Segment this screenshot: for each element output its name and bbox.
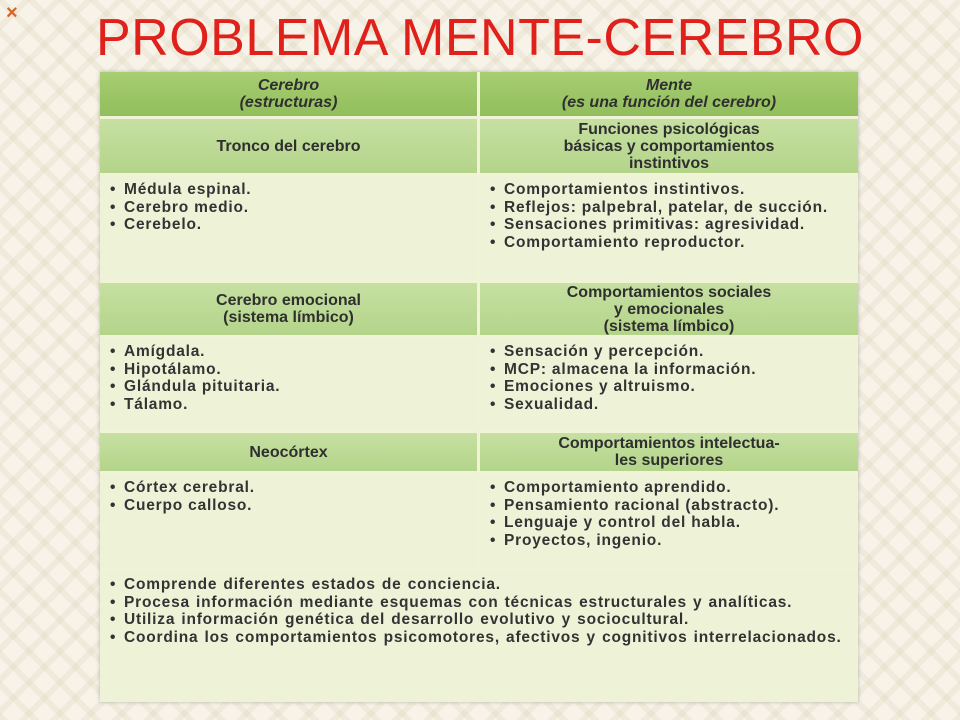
row1-right-title-line: Funciones psicológicas: [578, 120, 760, 138]
list-item: • Procesa información mediante esquemas con técnicas estructurales y analíticas.: [110, 594, 848, 612]
list-item: • Tálamo.: [110, 396, 467, 414]
corner-x-mark: ×: [6, 2, 18, 24]
header-cerebro-line2: (estructuras): [239, 94, 338, 111]
list-item: • Sensación y percepción.: [490, 343, 848, 361]
list-item: • Pensamiento racional (abstracto).: [490, 497, 848, 515]
list-item: • Lenguaje y control del habla.: [490, 514, 848, 532]
row3-right-title-line: Comportamientos intelectua-: [558, 435, 780, 452]
row1-left-title-line: Tronco del cerebro: [216, 137, 361, 155]
row3-right-body: [480, 474, 858, 568]
row1-left-body: [100, 176, 477, 280]
row1-right-body: [480, 176, 858, 280]
row2-right-body: [480, 338, 858, 430]
row3-left-body: [100, 474, 477, 568]
row3-right-title: [480, 433, 858, 471]
list-item: • Córtex cerebral.: [110, 479, 467, 497]
slide-title: PROBLEMA MENTE-CEREBRO: [95, 9, 865, 67]
row1-left-title: [100, 119, 477, 173]
list-item: • Amígdala.: [110, 343, 467, 361]
row1-right-title-line: básicas y comportamientos: [563, 137, 775, 155]
header-mente: [480, 72, 858, 116]
row2-right-title: [480, 283, 858, 335]
list-item: • Comportamiento aprendido.: [490, 479, 848, 497]
header-cerebro: [100, 72, 477, 116]
footer-body: [100, 571, 858, 702]
row2-left-title-line: (sistema límbico): [223, 309, 354, 326]
row2-right-title-line: (sistema límbico): [603, 317, 735, 335]
list-item: • Emociones y altruismo.: [490, 378, 848, 396]
list-item: • Reflejos: palpebral, patelar, de succión.: [490, 199, 848, 217]
list-item: • Proyectos, ingenio.: [490, 532, 848, 550]
list-item: • Médula espinal.: [110, 181, 467, 199]
list-item: • Comportamientos instintivos.: [490, 181, 848, 199]
header-cerebro-line1: Cerebro: [257, 77, 320, 94]
list-item: • Cerebelo.: [110, 216, 467, 234]
row3-right-title-line: les superiores: [614, 452, 724, 469]
header-mente-line1: Mente: [645, 77, 693, 94]
list-item: • MCP: almacena la información.: [490, 361, 848, 379]
row2-left-title-line: Cerebro emocional: [216, 292, 361, 309]
row2-left-title: [100, 283, 477, 335]
list-item: • Glándula pituitaria.: [110, 378, 467, 396]
list-item: • Coordina los comportamientos psicomotores, afectivos y cognitivos interrelacionados.: [110, 629, 848, 647]
list-item: • Cuerpo calloso.: [110, 497, 467, 515]
row1-right-title-line: instintivos: [628, 154, 709, 172]
row2-right-title-line: Comportamientos sociales: [566, 283, 772, 301]
list-item: • Hipotálamo.: [110, 361, 467, 379]
header-mente-line2: (es una función del cerebro): [561, 94, 777, 111]
brain-mind-table: [100, 72, 858, 702]
row3-left-title: [100, 433, 477, 471]
row1-right-title: [480, 119, 858, 173]
list-item: • Utiliza información genética del desarrollo evolutivo y sociocultural.: [110, 611, 848, 629]
row2-left-body: [100, 338, 477, 430]
list-item: • Sensaciones primitivas: agresividad.: [490, 216, 848, 234]
row2-right-title-line: y emocionales: [613, 300, 725, 318]
list-item: • Sexualidad.: [490, 396, 848, 414]
list-item: • Comprende diferentes estados de conciencia.: [110, 576, 848, 594]
row3-left-title-line: Neocórtex: [249, 443, 328, 461]
list-item: • Cerebro medio.: [110, 199, 467, 217]
list-item: • Comportamiento reproductor.: [490, 234, 848, 252]
